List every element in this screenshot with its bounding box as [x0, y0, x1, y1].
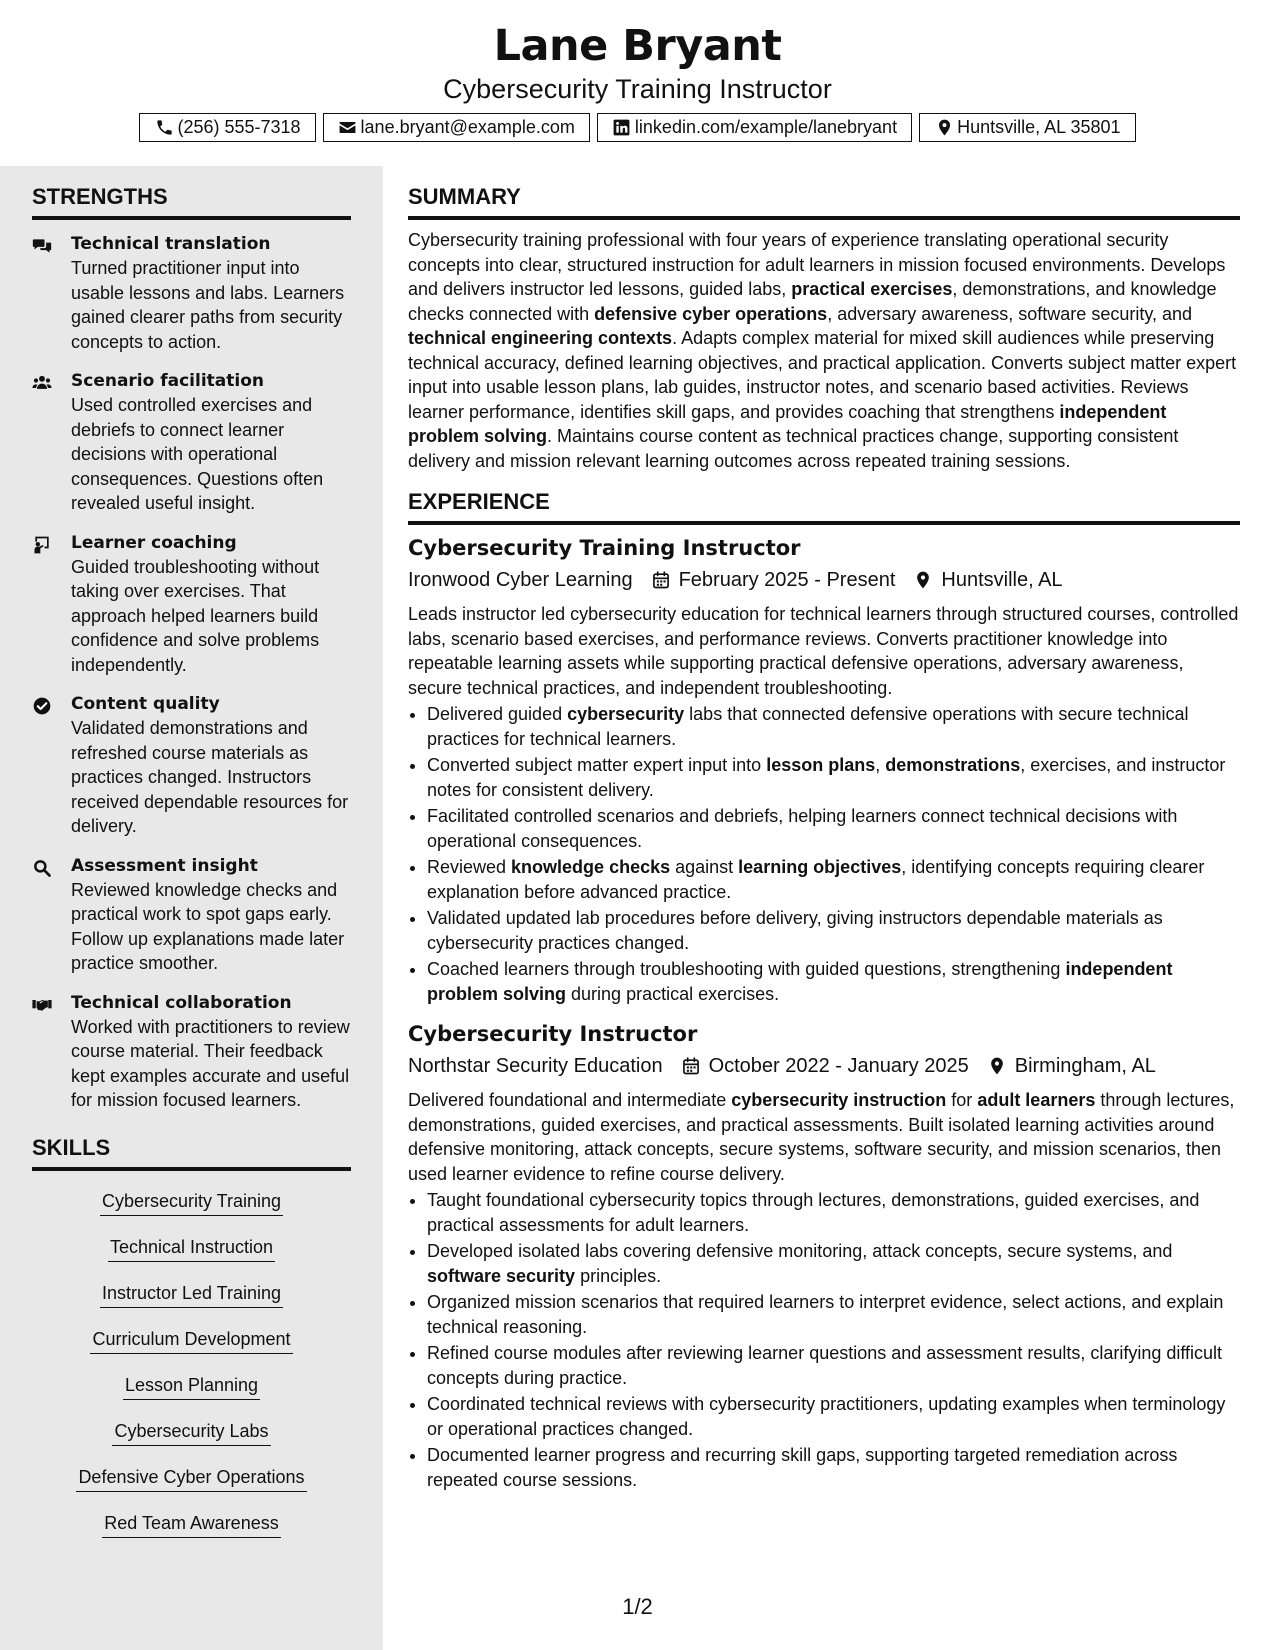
summary-text: Cybersecurity training professional with four years of experience translating operational security concepts into clear, structured instruction for adult learners in mission focused environments. Develops and delivers instructor led lessons, guided labs, practical exercises, demonstrations, and knowledge checks connected with defensive cyber operations, adversary awareness, software security, and technical engineering contexts. Adapts complex material for mixed skill audiences while preserving technical accuracy, defined learning objectives, and practical application. Converts subject matter expert input into usable lesson plans, lab guides, instructor notes, and scenario based activities. Reviews learner performance, identifies skill gaps, and provides coaching that strengthens independent problem solving. Maintains course content as technical practices change, supporting consistent delivery and mission relevant learning outcomes across repeated training sessions.	[408, 230, 1237, 471]
skill-label: Defensive Cyber Operations	[76, 1465, 306, 1492]
skill-item	[32, 1419, 351, 1446]
chat-bubbles-icon	[32, 232, 71, 354]
bullet-item: • Refined course modules after reviewing learner questions and assessment results, clarifying difficult concepts during practice.	[427, 1341, 1240, 1390]
job-meta	[408, 1052, 1240, 1080]
strength-description: Worked with practitioners to review course material. Their feedback kept examples accurate and useful for mission focused learners.	[71, 1016, 350, 1110]
bullet-item: • Coordinated technical reviews with cybersecurity practitioners, updating examples when terminology or operational practices changed.	[427, 1392, 1240, 1441]
job-description: Delivered foundational and intermediate cybersecurity instruction for adult learners through lectures, demonstrations, guided exercises, and practical assessments. Built isolated learning activities around defensive monitoring, attack concepts, secure systems, software security, and mission scenarios, then used learner evidence to refine course delivery.	[408, 1090, 1235, 1184]
skill-item	[32, 1281, 351, 1308]
contact-location	[919, 113, 1135, 142]
job-bullets	[408, 702, 1240, 1006]
contact-location-text: Huntsville, AL 35801	[957, 117, 1121, 137]
strength-description: Used controlled exercises and debriefs to connect learner decisions with operational consequences. Questions often revealed useful insight.	[71, 395, 324, 513]
emphasis-text: cybersecurity instruction	[731, 1090, 947, 1110]
bullet-item: • Facilitated controlled scenarios and debriefs, helping learners connect technical decisions with operational consequences.	[427, 804, 1240, 853]
page-number: 1/2	[622, 1594, 653, 1619]
job-title: Cybersecurity Instructor	[408, 1022, 698, 1046]
summary-heading: SUMMARY	[408, 182, 1240, 220]
contact-bar	[0, 113, 1275, 142]
strength-title: Scenario facilitation	[71, 371, 264, 391]
strength-description: Reviewed knowledge checks and practical work to spot gaps early. Follow up explanations made later practice smoother.	[71, 879, 345, 973]
emphasis-text: demonstrations	[885, 755, 1021, 775]
emphasis-text: independent problem solving	[427, 959, 1173, 1004]
candidate-title: Cybersecurity Training Instructor	[443, 74, 832, 104]
contact-email-text: lane.bryant@example.com	[360, 117, 575, 137]
strength-item	[32, 232, 351, 354]
strength-title: Technical translation	[71, 234, 271, 254]
strength-title: Content quality	[71, 694, 220, 714]
bullet-item: • Documented learner progress and recurring skill gaps, supporting targeted remediation across repeated course sessions.	[427, 1443, 1240, 1492]
strength-title: Assessment insight	[71, 855, 258, 876]
job-company: Northstar Security Education	[408, 1055, 663, 1077]
contact-linkedin-text: linkedin.com/example/lanebryant	[634, 117, 898, 137]
job-dates: October 2022 - January 2025	[708, 1055, 969, 1077]
phone-icon	[154, 118, 174, 138]
skill-item	[32, 1235, 351, 1262]
bullet-item: • Coached learners through troubleshooting with guided questions, strengthening independent problem solving during practical exercises.	[427, 957, 1240, 1006]
handshake-icon	[32, 991, 71, 1113]
bullet-item: • Developed isolated labs covering defensive monitoring, attack concepts, secure systems, and software security principles.	[427, 1239, 1240, 1288]
check-circle-icon	[32, 692, 71, 839]
bullet-item: • Organized mission scenarios that required learners to interpret evidence, select actions, and explain technical reasoning.	[427, 1290, 1240, 1339]
sidebar	[0, 166, 383, 1650]
skill-label: Red Team Awareness	[102, 1511, 280, 1538]
resume-header	[0, 0, 1275, 166]
linkedin-icon	[612, 118, 632, 138]
strength-item	[32, 991, 351, 1113]
contact-email[interactable]	[323, 113, 590, 142]
job-location: Birmingham, AL	[1014, 1055, 1156, 1077]
strengths-heading: STRENGTHS	[32, 182, 351, 220]
strength-description: Turned practitioner input into usable lessons and labs. Learners gained clearer paths from security concepts to action.	[71, 258, 345, 352]
job-bullets	[408, 1188, 1240, 1492]
candidate-name: Lane Bryant	[493, 21, 782, 71]
map-pin-icon	[913, 570, 933, 590]
bullet-item: • Reviewed knowledge checks against learning objectives, identifying concepts requiring clearer explanation before advanced practice.	[427, 855, 1240, 904]
job-meta	[408, 566, 1240, 594]
job-entry	[408, 534, 1240, 1006]
skill-item	[32, 1189, 351, 1216]
users-icon	[32, 369, 71, 516]
strength-description: Validated demonstrations and refreshed course materials as practices changed. Instructors received dependable resources for delivery.	[71, 718, 349, 836]
skill-item	[32, 1327, 351, 1354]
skills-heading: SKILLS	[32, 1133, 351, 1171]
job-title: Cybersecurity Training Instructor	[408, 536, 801, 560]
skill-label: Cybersecurity Labs	[112, 1419, 270, 1446]
contact-linkedin[interactable]	[597, 113, 912, 142]
bullet-item: • Delivered guided cybersecurity labs that connected defensive operations with secure technical practices for technical learners.	[427, 702, 1240, 751]
strength-title: Learner coaching	[71, 532, 237, 553]
strength-title: Technical collaboration	[71, 992, 292, 1013]
strength-description: Guided troubleshooting without taking over exercises. That approach helped learners build confidence and solve problems independently.	[71, 556, 320, 675]
emphasis-text: adult learners	[977, 1090, 1096, 1110]
emphasis-text: defensive cyber operations	[594, 303, 828, 324]
calendar-icon	[651, 570, 671, 590]
strength-item	[32, 531, 351, 678]
bullet-item: • Taught foundational cybersecurity topics through lectures, demonstrations, guided exercises, and practical assessments for adult learners.	[427, 1188, 1240, 1237]
contact-phone	[139, 113, 315, 142]
calendar-icon	[681, 1056, 701, 1076]
contact-phone-text: (256) 555-7318	[177, 117, 301, 137]
map-pin-icon	[987, 1056, 1007, 1076]
skills-list	[32, 1189, 351, 1538]
emphasis-text: learning objectives	[738, 857, 902, 877]
teacher-icon	[32, 531, 71, 678]
main-column	[408, 182, 1240, 1494]
job-description: Leads instructor led cybersecurity education for technical learners through structured courses, controlled labs, scenario based exercises, and performance reviews. Converts practitioner knowledge into repeatable learning assets while supporting practical defensive operations, adversary awareness, secure technical practices, and independent troubleshooting.	[408, 604, 1239, 698]
experience-heading: EXPERIENCE	[408, 487, 1240, 525]
emphasis-text: cybersecurity	[567, 704, 685, 724]
emphasis-text: lesson plans	[766, 755, 876, 775]
strengths-list	[32, 232, 351, 1113]
emphasis-text: technical engineering contexts	[408, 328, 673, 348]
skill-label: Instructor Led Training	[100, 1281, 283, 1308]
envelope-icon	[338, 118, 358, 138]
skill-item	[32, 1373, 351, 1400]
emphasis-text: practical exercises	[791, 279, 953, 299]
skill-label: Curriculum Development	[90, 1327, 292, 1354]
skill-label: Cybersecurity Training	[100, 1189, 283, 1216]
skill-item	[32, 1465, 351, 1492]
strength-item	[32, 692, 351, 839]
magnifier-icon	[32, 854, 71, 976]
job-dates: February 2025 - Present	[678, 569, 896, 591]
bullet-item: • Converted subject matter expert input into lesson plans, demonstrations, exercises, and instructor notes for consistent delivery.	[427, 753, 1240, 802]
emphasis-text: software security	[427, 1265, 576, 1286]
skill-item	[32, 1511, 351, 1538]
strength-item	[32, 369, 351, 516]
bullet-item: • Validated updated lab procedures before delivery, giving instructors dependable materials as cybersecurity practices changed.	[427, 906, 1240, 955]
skill-label: Lesson Planning	[123, 1373, 260, 1400]
job-company: Ironwood Cyber Learning	[408, 569, 633, 591]
emphasis-text: independent problem solving	[408, 401, 1167, 446]
map-pin-icon	[934, 118, 954, 138]
emphasis-text: knowledge checks	[511, 857, 671, 877]
strength-item	[32, 854, 351, 976]
job-location: Huntsville, AL	[941, 569, 1063, 591]
skill-label: Technical Instruction	[108, 1235, 275, 1262]
job-entry	[408, 1020, 1240, 1492]
